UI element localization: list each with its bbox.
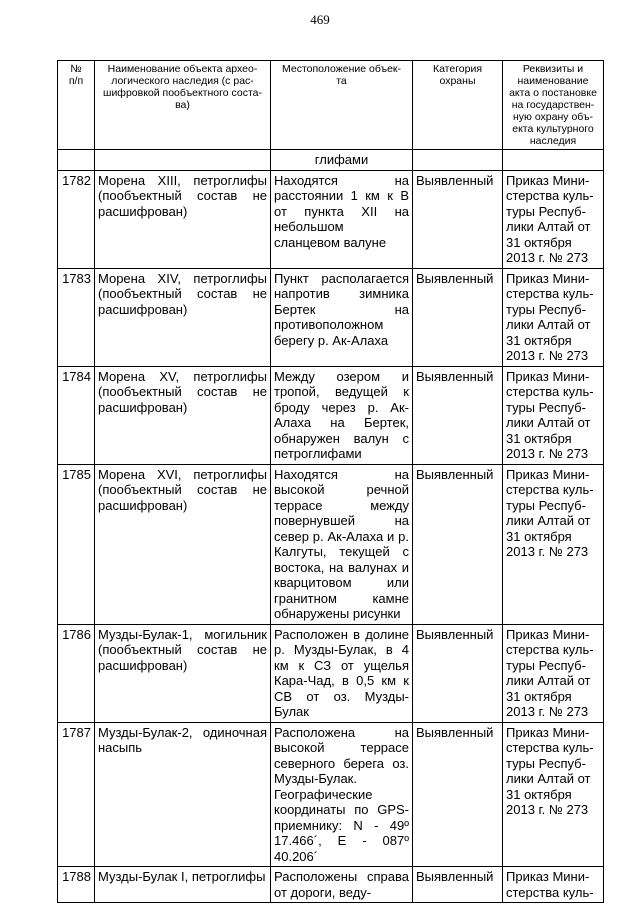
object-name: Морена XIV, петроглифы (пообъектный состав не расшифрован) xyxy=(95,268,271,366)
table-row xyxy=(58,867,604,903)
protection-act-line: стерства куль- xyxy=(506,884,594,900)
protection-act-line: 2013 г. № 273 xyxy=(506,348,589,363)
protection-act-line: 31 октября xyxy=(506,332,572,348)
header-line: наследия xyxy=(529,135,577,147)
protection-act xyxy=(503,624,604,722)
table-row xyxy=(58,722,604,867)
protection-act-line: 31 октября xyxy=(506,234,572,250)
header-line: та xyxy=(336,75,347,87)
protection-act xyxy=(503,268,604,366)
row-number: 1787 xyxy=(58,722,95,867)
protection-category: Выявленный xyxy=(413,170,503,268)
continuation-empty-cell xyxy=(58,150,95,171)
row-number: 1786 xyxy=(58,624,95,722)
protection-act-line: лики Алтай от xyxy=(506,415,591,430)
protection-act-line: 2013 г. № 273 xyxy=(506,446,589,461)
table-row xyxy=(58,624,604,722)
object-location: Расположен в долине р. Музды-Булак, в 4 км к СЗ от ущелья Кара-Чад, в 0,5 км к СВ от оз. Музды-Булак xyxy=(271,624,413,722)
protection-act-line: 2013 г. № 273 xyxy=(506,802,589,817)
protection-act-line: 31 октября xyxy=(506,688,572,704)
header-line: акта о постановке xyxy=(509,87,597,99)
header-line: логического наследия (с рас- xyxy=(111,75,254,87)
continuation-empty-cell xyxy=(503,150,604,171)
object-name: Морена XIII, петроглифы (пообъектный состав не расшифрован) xyxy=(95,170,271,268)
row-number: 1783 xyxy=(58,268,95,366)
protection-category: Выявленный xyxy=(413,722,503,867)
header-line: Категория xyxy=(432,63,483,75)
protection-act-line: лики Алтай от xyxy=(506,317,591,332)
continuation-empty-cell xyxy=(413,150,503,171)
page-number: 469 xyxy=(310,12,330,27)
protection-act-line: Приказ Мини- xyxy=(506,869,590,884)
table-row xyxy=(58,268,604,366)
protection-category: Выявленный xyxy=(413,464,503,624)
object-location: Расположены справа от дороги, веду- xyxy=(271,867,413,903)
protection-act-line: 2013 г. № 273 xyxy=(506,250,589,265)
protection-act-line: стерства куль- xyxy=(506,286,594,301)
header-line: ва) xyxy=(175,99,190,111)
protection-act-line: Приказ Мини- xyxy=(506,724,590,740)
protection-act-line: туры Респуб- xyxy=(506,755,586,771)
protection-category: Выявленный xyxy=(413,624,503,722)
object-location: Расположена на высокой террасе северного берега оз. Музды-Булак. Географические координаты по GPS-приемнику: N - 49º 17.466´, E - 087º 40.206´ xyxy=(271,722,413,867)
protection-act-line: стерства куль- xyxy=(506,642,594,657)
header-line: на государствен- xyxy=(511,99,595,111)
table-row xyxy=(58,366,604,464)
protection-act xyxy=(503,464,604,624)
protection-category: Выявленный xyxy=(413,366,503,464)
protection-act xyxy=(503,867,604,903)
object-name: Музды-Булак-2, одиночная насыпь xyxy=(95,722,271,867)
protection-act-line: Приказ Мини- xyxy=(506,270,590,286)
protection-act-line: 2013 г. № 273 xyxy=(506,544,589,559)
continuation-row xyxy=(58,150,604,171)
protection-act-line: Приказ Мини- xyxy=(506,626,590,642)
object-location: Пункт располагается напротив зимника Бертек на противоположном берегу р. Ак-Алаха xyxy=(271,268,413,366)
protection-act-line: туры Респуб- xyxy=(506,657,586,673)
protection-act-line: 2013 г. № 273 xyxy=(506,704,589,719)
header-line: екта культурного xyxy=(512,123,594,135)
protection-act-line: 31 октября xyxy=(506,528,572,544)
object-location: Между озером и тропой, ведущей к броду через р. Ак-Алаха на Бертек, обнаружен валун с петроглифами xyxy=(271,366,413,464)
protection-act-line: туры Респуб- xyxy=(506,301,586,317)
header-line: № xyxy=(70,63,82,75)
protection-act-line: туры Респуб- xyxy=(506,399,586,415)
protection-act-line: лики Алтай от xyxy=(506,513,591,528)
header-line: охраны xyxy=(439,75,476,87)
object-name: Морена XVI, петроглифы (пообъектный состав не расшифрован) xyxy=(95,464,271,624)
protection-act-line: 31 октября xyxy=(506,786,572,802)
heritage-table xyxy=(57,60,604,903)
header-cell xyxy=(503,61,604,150)
table-row xyxy=(58,170,604,268)
protection-act-line: туры Респуб- xyxy=(506,203,586,219)
protection-act-line: Приказ Мини- xyxy=(506,172,590,188)
protection-category: Выявленный xyxy=(413,867,503,903)
protection-act-line: 31 октября xyxy=(506,430,572,446)
header-cell xyxy=(271,61,413,150)
protection-act-line: стерства куль- xyxy=(506,482,594,497)
header-row xyxy=(58,61,604,150)
row-number: 1785 xyxy=(58,464,95,624)
protection-category: Выявленный xyxy=(413,268,503,366)
continuation-text: глифами xyxy=(271,150,413,171)
row-number: 1782 xyxy=(58,170,95,268)
protection-act-line: лики Алтай от xyxy=(506,219,591,234)
header-line: Местоположение объек- xyxy=(281,63,402,75)
header-line: наименование xyxy=(517,75,589,87)
protection-act xyxy=(503,170,604,268)
header-line: ную охрану объ- xyxy=(512,111,594,123)
protection-act-line: лики Алтай от xyxy=(506,771,591,786)
continuation-empty-cell xyxy=(95,150,271,171)
object-location: Находятся на высокой речной террасе между повернувшей на север р. Ак-Алаха и р. Калгуты, текущей с востока, на валунах и кварцитовом или гранитном камне обнаружены рисунки xyxy=(271,464,413,624)
header-cell xyxy=(95,61,271,150)
protection-act xyxy=(503,722,604,867)
header-cell xyxy=(58,61,95,150)
object-location: Находятся на расстоянии 1 км к В от пункта XII на небольшом сланцевом валуне xyxy=(271,170,413,268)
header-line: Реквизиты и xyxy=(522,63,584,75)
protection-act xyxy=(503,366,604,464)
table-row xyxy=(58,464,604,624)
header-cell xyxy=(413,61,503,150)
protection-act-line: лики Алтай от xyxy=(506,673,591,688)
row-number: 1788 xyxy=(58,867,95,903)
protection-act-line: Приказ Мини- xyxy=(506,368,590,384)
protection-act-line: стерства куль- xyxy=(506,384,594,399)
object-name: Музды-Булак-1, могильник (пообъектный состав не расшифрован) xyxy=(95,624,271,722)
protection-act-line: стерства куль- xyxy=(506,188,594,203)
row-number: 1784 xyxy=(58,366,95,464)
object-name: Музды-Булак I, петроглифы xyxy=(95,867,271,903)
header-line: п/п xyxy=(68,75,84,87)
header-line: шифровкой пообъектного соста- xyxy=(103,87,262,99)
protection-act-line: туры Респуб- xyxy=(506,497,586,513)
object-name: Морена XV, петроглифы (пообъектный состав не расшифрован) xyxy=(95,366,271,464)
protection-act-line: стерства куль- xyxy=(506,740,594,755)
header-line: Наименование объекта архео- xyxy=(107,63,258,75)
protection-act-line: Приказ Мини- xyxy=(506,466,590,482)
